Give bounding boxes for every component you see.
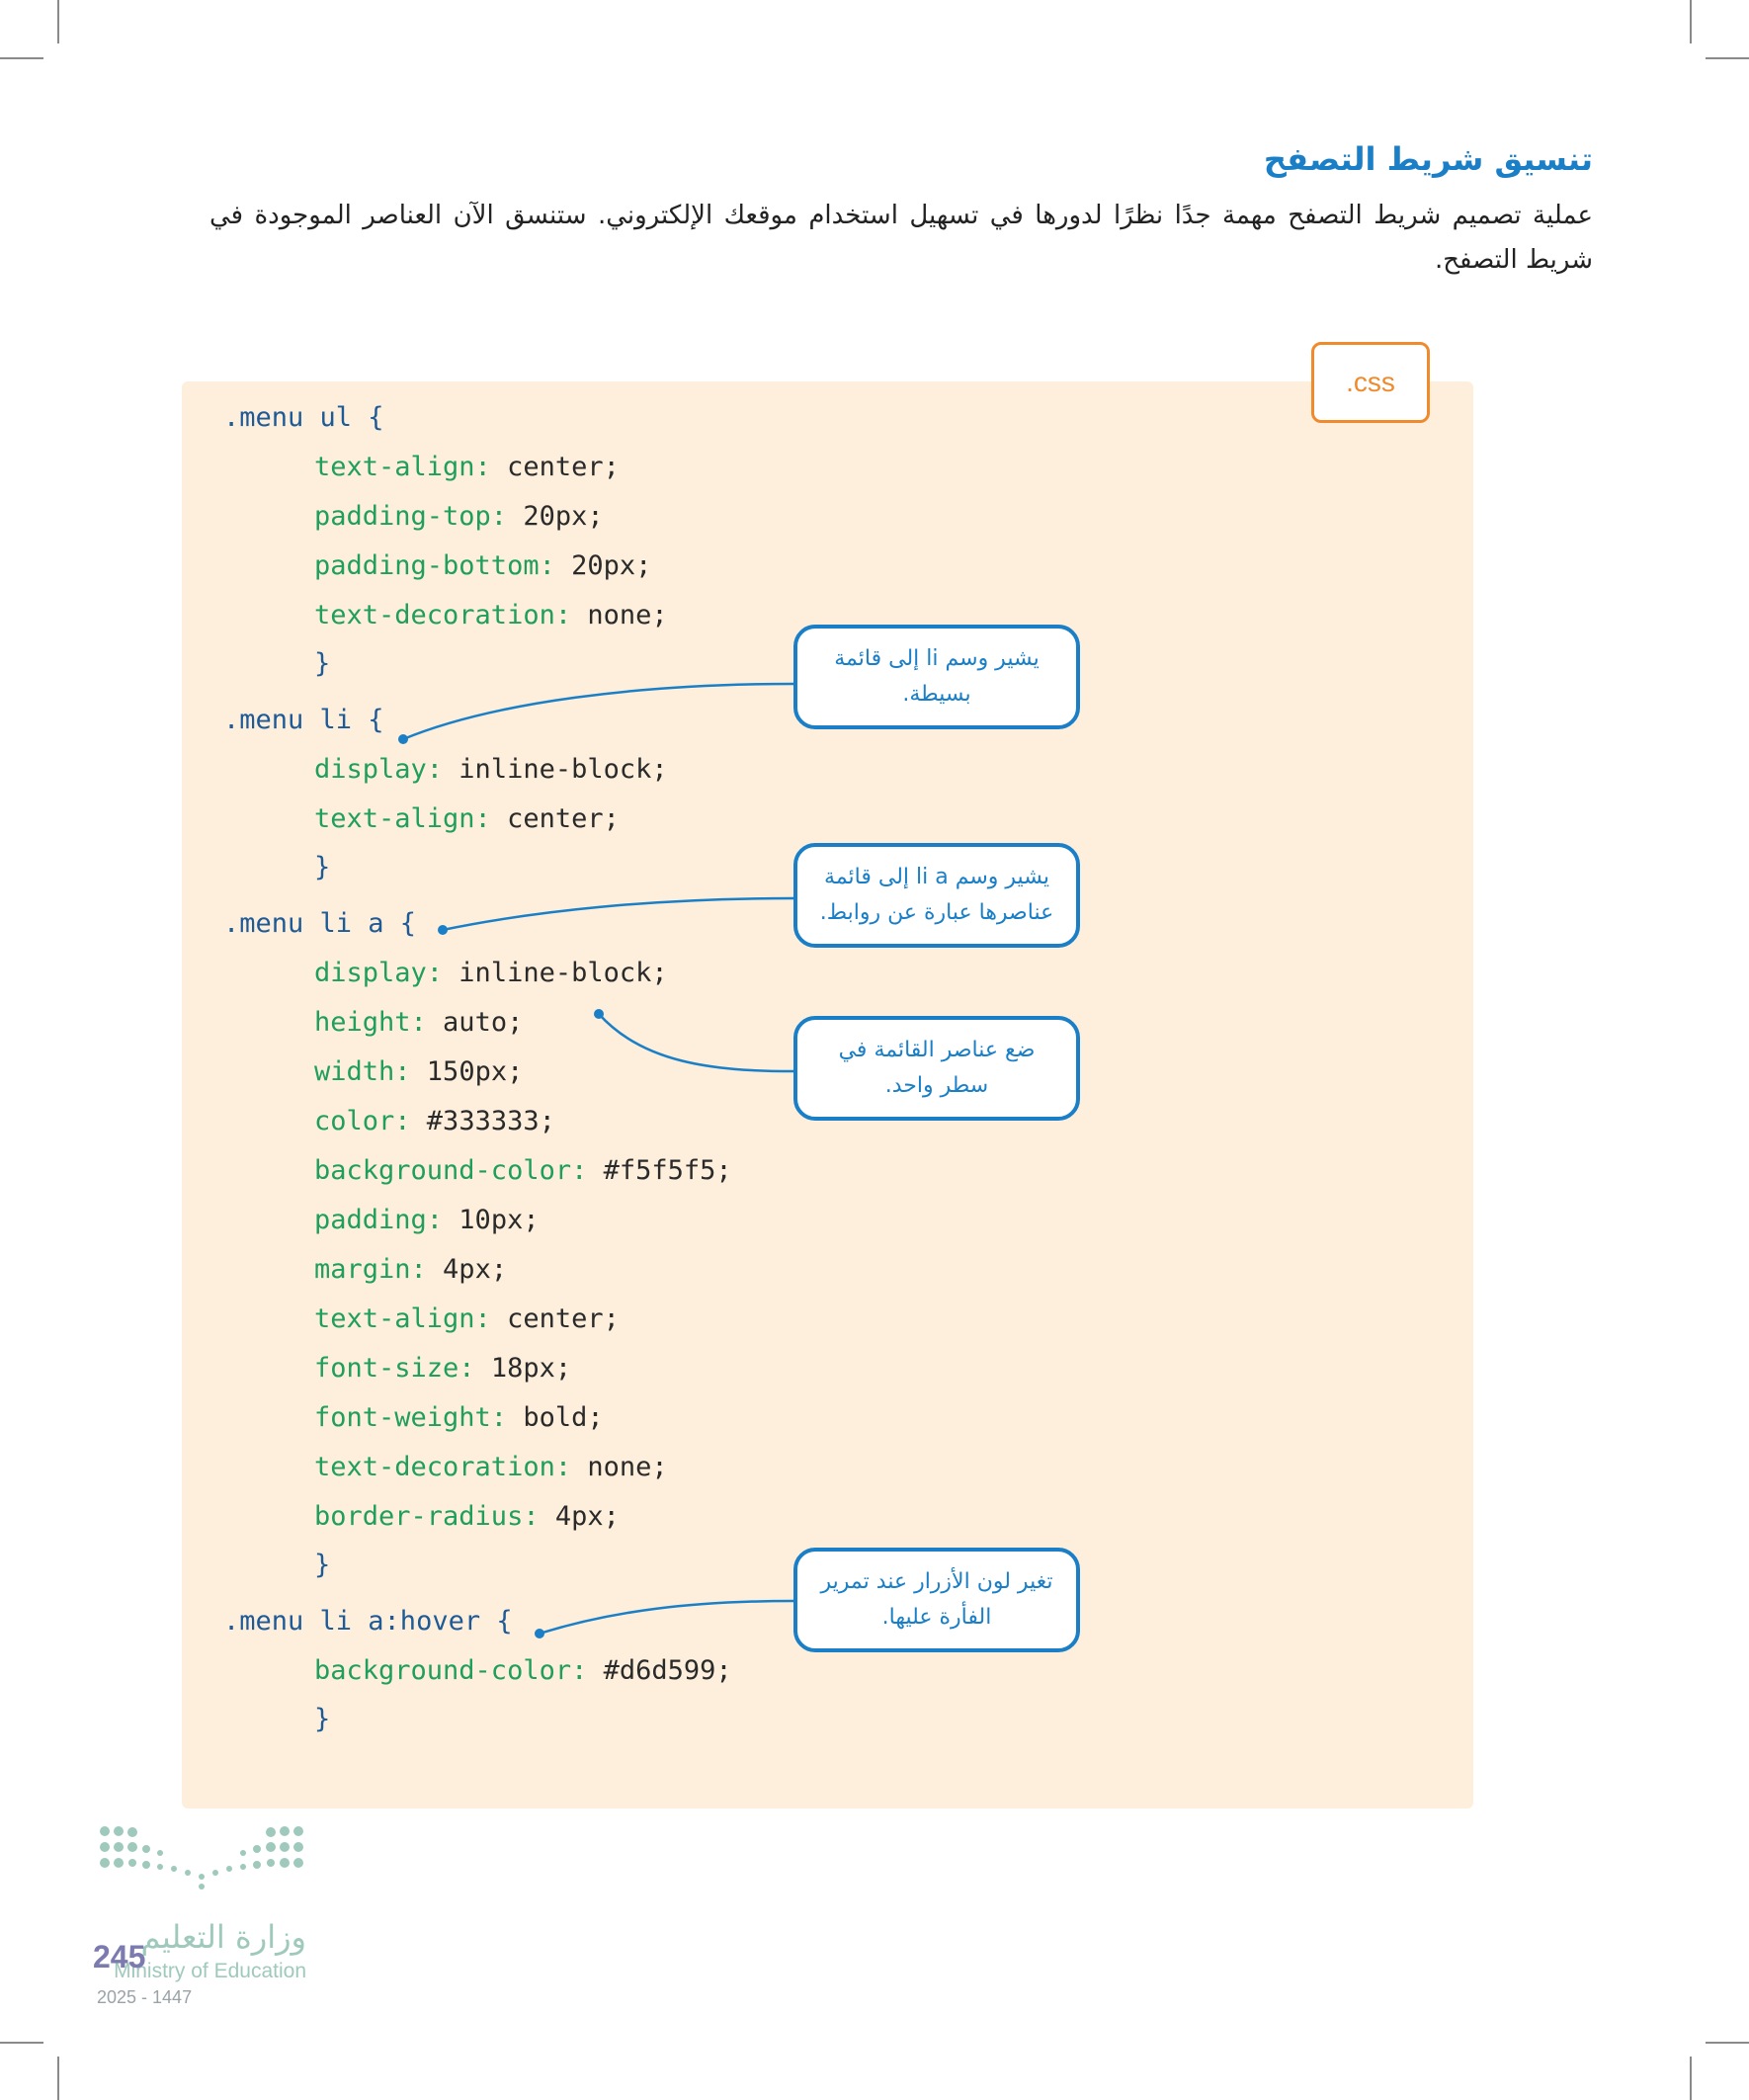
css-property: text-decoration: xyxy=(314,600,572,630)
code-line xyxy=(314,1102,555,1141)
code-line xyxy=(314,1349,571,1388)
css-value: auto; xyxy=(426,1007,524,1038)
edition-year: 2025 - 1447 xyxy=(97,1987,193,2007)
code-line xyxy=(314,1250,507,1290)
code-line xyxy=(314,750,668,790)
css-value: center; xyxy=(490,1303,620,1334)
callout-hover: تغير لون الأزرار عند تمرير الفأرة عليها. xyxy=(793,1548,1080,1652)
crop-mark xyxy=(1690,0,1692,43)
crop-mark xyxy=(57,2057,59,2100)
code-line xyxy=(314,1448,668,1487)
code-line xyxy=(314,1497,620,1537)
css-value: center; xyxy=(490,452,620,482)
crop-mark xyxy=(57,0,59,43)
crop-mark xyxy=(0,57,43,59)
ministry-name-ar: وزارة التعليم xyxy=(140,1918,306,1956)
css-selector: .menu li a { xyxy=(223,908,417,939)
callout-inline-block: ضع عناصر القائمة في سطر واحد. xyxy=(793,1016,1080,1121)
callout-li-a: يشير وسم li a إلى قائمة عناصرها عبارة عن روابط. xyxy=(793,843,1080,948)
css-value: bold; xyxy=(507,1402,604,1433)
intro-paragraph: عملية تصميم شريط التصفح مهمة جدًا نظرًا لدورها في تسهيل استخدام موقعك الإلكتروني. ستنسق الآن العناصر الموجودة في شريط التصفح. xyxy=(209,201,1593,275)
crop-mark xyxy=(1706,57,1749,59)
css-property: padding-top: xyxy=(314,501,508,532)
code-line xyxy=(314,1052,523,1092)
code-line xyxy=(314,1151,732,1191)
code-line xyxy=(314,1651,732,1691)
css-value: #333333; xyxy=(410,1106,555,1136)
code-line xyxy=(314,1201,540,1240)
css-value: 10px; xyxy=(443,1205,540,1235)
css-value: none; xyxy=(571,600,668,630)
crop-mark xyxy=(0,2042,43,2044)
css-property: padding: xyxy=(314,1205,444,1235)
closing-brace: } xyxy=(314,1550,331,1580)
css-property: font-weight: xyxy=(314,1402,508,1433)
css-selector: .menu ul { xyxy=(223,402,384,433)
code-line xyxy=(314,1300,620,1339)
code-line xyxy=(223,1602,513,1641)
css-property: padding-bottom: xyxy=(314,550,555,581)
code-line xyxy=(314,497,604,537)
css-property: text-decoration: xyxy=(314,1452,572,1482)
css-property: display: xyxy=(314,958,444,988)
callout-li: يشير وسم li إلى قائمة بسيطة. xyxy=(793,625,1080,729)
code-line xyxy=(314,799,620,839)
code-line xyxy=(314,954,668,993)
css-value: 20px; xyxy=(554,550,652,581)
css-value: center; xyxy=(490,803,620,834)
code-line xyxy=(314,1398,604,1438)
css-value: 4px; xyxy=(426,1254,508,1285)
code-line xyxy=(314,848,330,887)
css-selector: .menu li a:hover { xyxy=(223,1606,513,1637)
css-value: #f5f5f5; xyxy=(587,1155,732,1186)
code-line xyxy=(314,546,651,586)
closing-brace: } xyxy=(314,1704,331,1734)
css-property: font-size: xyxy=(314,1353,475,1384)
css-property: margin: xyxy=(314,1254,427,1285)
crop-mark xyxy=(1706,2042,1749,2044)
css-property: border-radius: xyxy=(314,1501,540,1532)
code-line xyxy=(314,1546,330,1585)
css-value: 150px; xyxy=(410,1056,524,1087)
css-property: width: xyxy=(314,1056,411,1087)
css-file-label: .css xyxy=(1311,342,1430,423)
css-selector: .menu li { xyxy=(223,705,384,735)
css-value: 4px; xyxy=(539,1501,620,1532)
css-value: inline-block; xyxy=(443,958,668,988)
css-value: inline-block; xyxy=(443,754,668,785)
css-property: display: xyxy=(314,754,444,785)
section-heading: تنسيق شريط التصفح xyxy=(1263,140,1593,178)
code-line xyxy=(223,701,384,740)
code-line xyxy=(314,1700,330,1739)
css-property: color: xyxy=(314,1106,411,1136)
css-value: #d6d599; xyxy=(587,1655,732,1686)
css-property: background-color: xyxy=(314,1155,588,1186)
crop-mark xyxy=(1690,2057,1692,2100)
css-property: background-color: xyxy=(314,1655,588,1686)
code-line xyxy=(314,644,330,684)
code-line xyxy=(223,904,416,944)
code-line xyxy=(314,596,668,635)
css-value: none; xyxy=(571,1452,668,1482)
css-property: text-align: xyxy=(314,1303,491,1334)
css-property: height: xyxy=(314,1007,427,1038)
code-line xyxy=(314,448,620,487)
code-line xyxy=(314,1003,523,1043)
code-line xyxy=(223,398,384,438)
ministry-name-en: Ministry of Education xyxy=(114,1960,306,1982)
css-value: 20px; xyxy=(507,501,604,532)
css-property: text-align: xyxy=(314,803,491,834)
css-property: text-align: xyxy=(314,452,491,482)
css-value: 18px; xyxy=(474,1353,572,1384)
page-number: 245 xyxy=(93,1939,146,1974)
closing-brace: } xyxy=(314,852,331,882)
closing-brace: } xyxy=(314,648,331,679)
